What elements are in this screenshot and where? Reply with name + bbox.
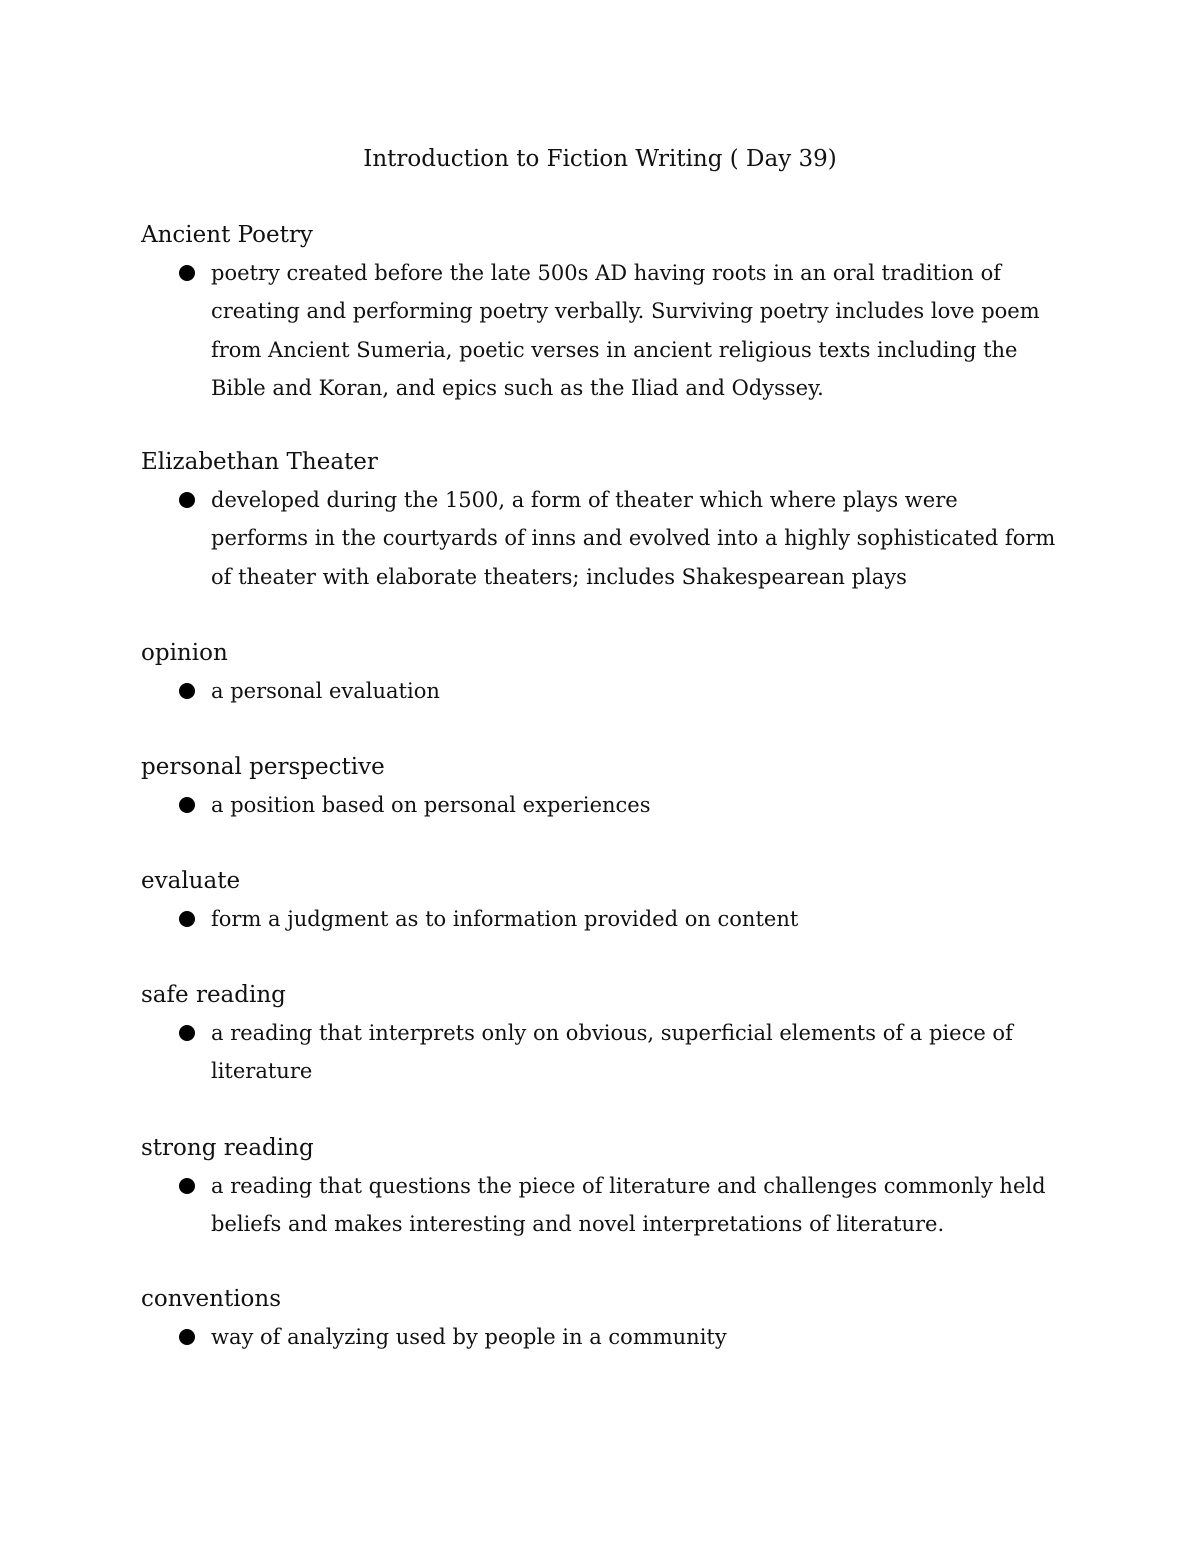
bullet-icon (179, 911, 195, 927)
term-definition (141, 1014, 1061, 1091)
term-definition-text: developed during the 1500, a form of theater which where plays were performs in the courtyards of inns and evolved into a highly sophisticated form of theater with elaborate theaters; includes Shakespearean plays (211, 488, 1056, 589)
term-definition (141, 1318, 1061, 1356)
term-definition-text: a reading that questions the piece of literature and challenges commonly held beliefs and makes interesting and novel interpretations of literature. (211, 1173, 1046, 1236)
term-heading: strong reading (141, 1134, 314, 1161)
bullet-icon (179, 683, 195, 699)
term-definition (141, 1167, 1061, 1244)
term-definition-text: a position based on personal experiences (211, 793, 651, 818)
term-heading: evaluate (141, 867, 241, 894)
term-personal-perspective (141, 748, 1061, 824)
term-definition (141, 786, 1061, 824)
bullet-icon (179, 265, 195, 281)
term-elizabethan-theater (141, 443, 1061, 596)
bullet-icon (179, 1329, 195, 1345)
term-safe-reading (141, 976, 1061, 1091)
bullet-icon (179, 1025, 195, 1041)
term-definition (141, 481, 1061, 596)
term-evaluate (141, 862, 1061, 938)
term-heading: conventions (141, 1286, 282, 1313)
term-list (141, 216, 1061, 1356)
term-strong-reading (141, 1129, 1061, 1244)
document-title: Introduction to Fiction Writing ( Day 39) (363, 146, 837, 172)
term-heading: personal perspective (141, 754, 385, 781)
bullet-icon (179, 492, 195, 508)
term-definition-text: form a judgment as to information provided on content (211, 906, 799, 931)
term-definition (141, 672, 1061, 710)
term-heading: safe reading (141, 981, 286, 1008)
term-definition-text: way of analyzing used by people in a community (211, 1325, 727, 1350)
term-heading: Ancient Poetry (141, 222, 313, 248)
term-definition-text: poetry created before the late 500s AD having roots in an oral tradition of creating and performing poetry verbally. Surviving poetry includes love poem from Ancient Sumeria, poetic verses in ancient religious texts including the Bible and Koran, and epics such as the Iliad and Odyssey. (211, 261, 1040, 400)
term-heading: opinion (141, 640, 228, 667)
term-definition (141, 900, 1061, 938)
term-ancient-poetry (141, 216, 1061, 407)
term-heading: Elizabethan Theater (141, 449, 378, 476)
term-definition-text: a reading that interprets only on obvious, superficial elements of a piece of literature (211, 1020, 1013, 1084)
term-opinion (141, 634, 1061, 710)
term-conventions (141, 1280, 1061, 1356)
term-definition-text: a personal evaluation (211, 679, 440, 704)
bullet-icon (179, 797, 195, 813)
bullet-icon (179, 1178, 195, 1194)
term-definition (141, 254, 1061, 407)
